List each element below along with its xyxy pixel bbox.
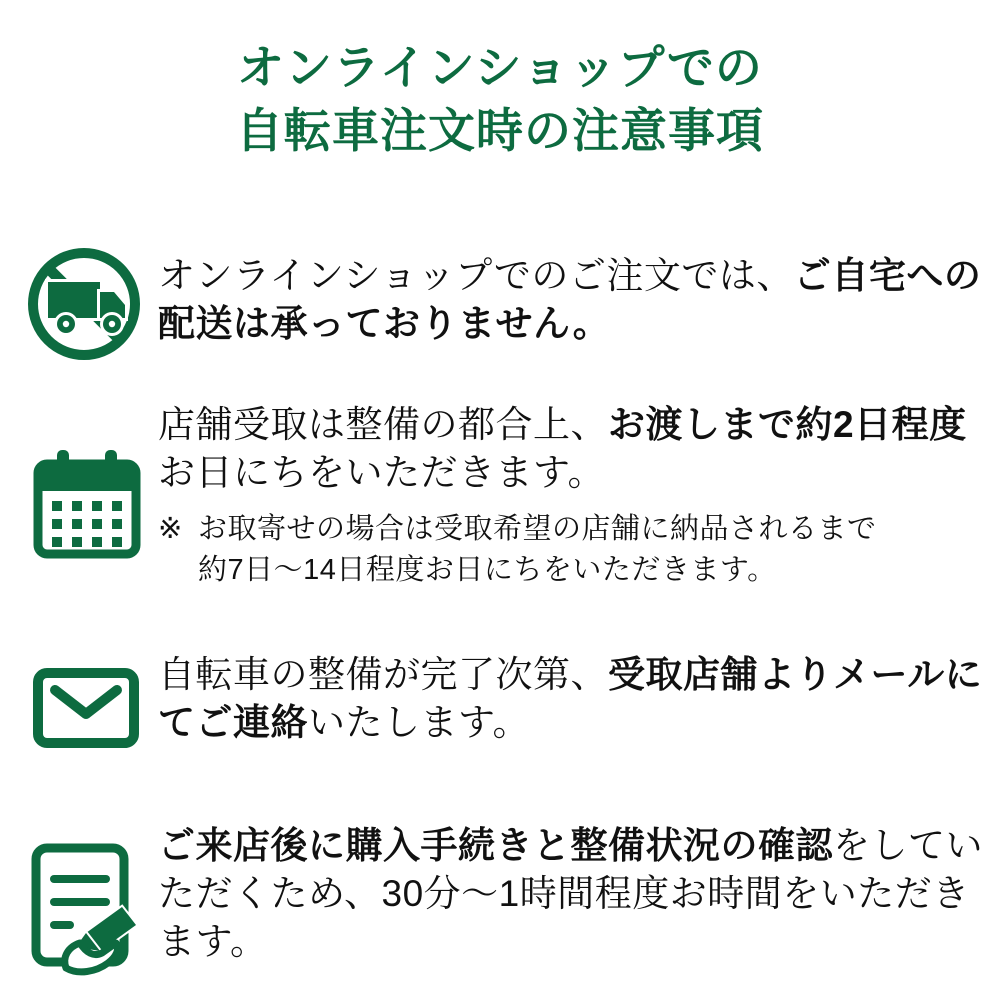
note-text: お取寄せの場合は受取希望の店舗に納品されるまで約7日〜14日程度お日にちをいただきます。: [198, 513, 877, 586]
section-visit-text: ご来店後に購入手続きと整備状況の確認をしていただくため、30分〜1時間程度お時間をいただきます。: [158, 825, 983, 962]
no-home-delivery-truck-icon: [27, 247, 141, 361]
calendar-icon: [31, 444, 143, 560]
section-mail-text: 自転車の整備が完了次第、受取店舗よりメールにてご連絡いたします。: [158, 654, 983, 743]
mail-icon: [31, 663, 141, 763]
page-title-line1: オンラインショップでの: [237, 41, 763, 94]
note-marker: ※: [158, 513, 183, 545]
section-delivery-text: オンラインショップでのご注文では、ご自宅への配送は承っておりません。: [158, 255, 982, 344]
page-title: [0, 36, 1000, 163]
page-title-line2: 自転車注文時の注意事項: [236, 104, 764, 158]
section-pickup-note: [158, 509, 888, 591]
signing-document-icon: [28, 841, 152, 983]
section-pickup-text: 店舗受取は整備の都合上、お渡しまで約2日程度お日にちをいただきます。: [158, 404, 967, 493]
